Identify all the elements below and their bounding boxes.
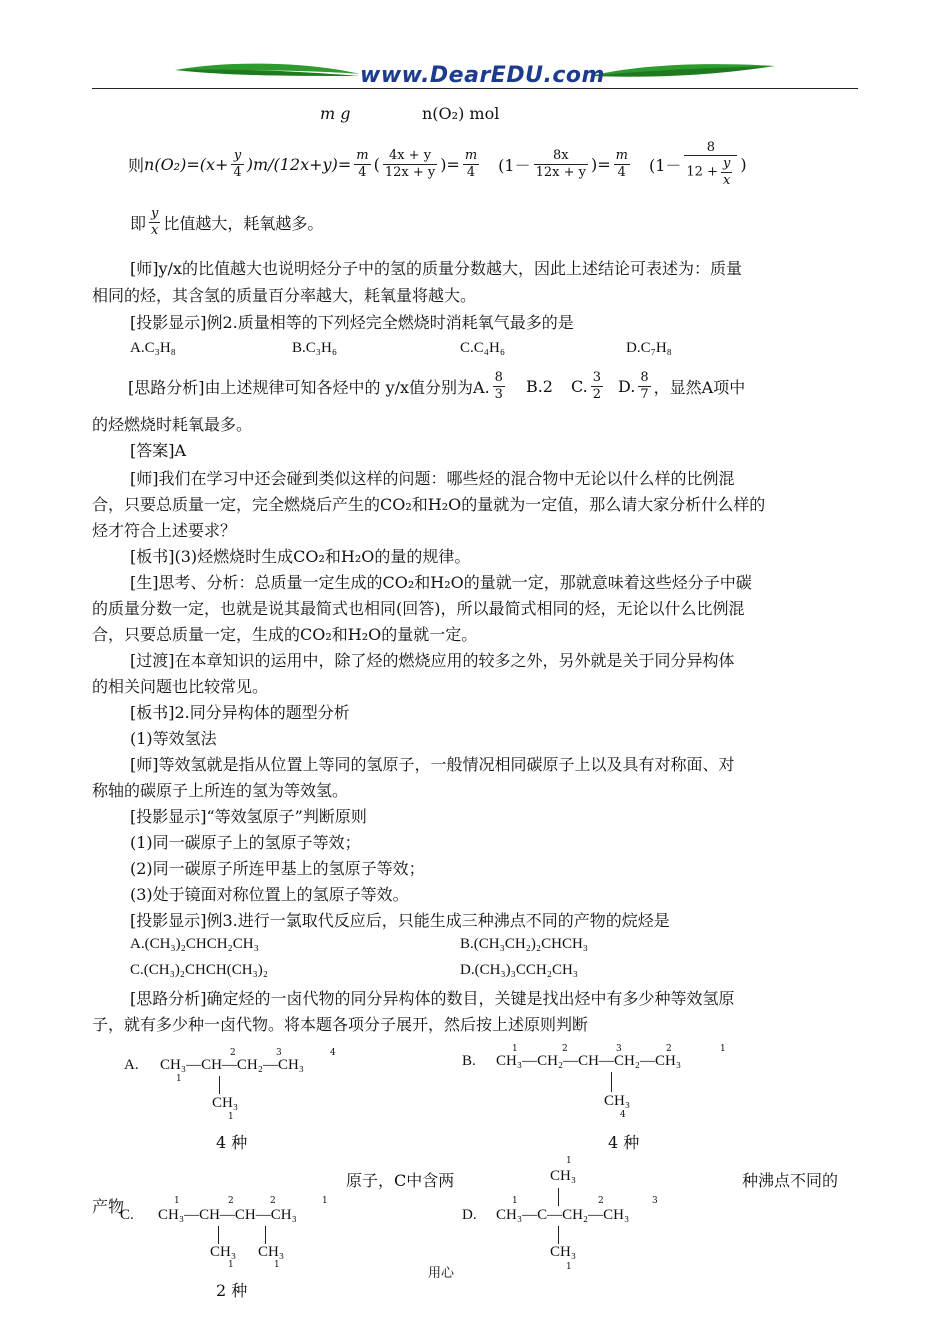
frac-4x-y [383,148,437,180]
struct-b-num: 2 [562,1044,568,1054]
struct-d-main: CH₃—C—CH₂—CH₃ [496,1207,630,1223]
frac-m-4-c [614,148,630,180]
frac-num: 8 [640,369,649,385]
frac-y-over-x [149,206,160,238]
teacher1-line-a: [师]y/x的比值越大也说明烃分子中的氢的质量分数越大，因此上述结论可表述为：质量 [130,259,742,278]
struct-a-num: 1 [228,1112,234,1122]
example3-option-b: B.(CH₃CH₂)₂CHCH₃ [460,936,589,952]
struct-b-num: 3 [616,1044,622,1054]
footer-fragment: 用心 [428,1266,455,1281]
equiv-h-heading: (1)等效氢法 [130,729,217,748]
unit-mass: m g [320,104,351,123]
ratio-c-label: C. [570,376,588,396]
struct-c-num: 1 [322,1196,328,1206]
frac-y-4 [231,148,243,180]
transition-line-a: [过渡]在本章知识的运用中，除了烃的燃烧应用的较多之外，另外就是关于同分异构体 [130,651,735,670]
frac-den: 7 [640,386,649,402]
example3-question: [投影显示]例3.进行一氯取代反应后，只能生成三种沸点不同的产物的烷烃是 [130,911,670,930]
frac-num: y [151,206,159,221]
struct-c-count: 2 种 [216,1281,248,1300]
paren-close-c: ) [740,154,747,174]
struct-c-num: 1 [228,1260,234,1270]
teacher2-line-c: 烃才符合上述要求？ [92,521,237,540]
struct-b-label: B. [462,1053,476,1069]
struct-a-num: 2 [230,1048,236,1058]
frac-den: 4 [354,164,370,181]
example2-question: [投影显示]例2.质量相等的下列烃完全燃烧时消耗氧气最多的是 [130,313,574,332]
bond-line [218,1226,219,1244]
struct-d-bottom: CH₃ [550,1244,577,1260]
board3-line: [板书](3)烃燃烧时生成CO₂和H₂O的量的规律。 [130,547,471,566]
struct-a-num: 3 [276,1048,282,1058]
frac-num: y [722,156,731,172]
frac-den: 2 [592,386,602,402]
frac-num: m [356,147,369,163]
struct-d-num: 1 [512,1196,518,1206]
paren-close-b: )= [590,154,611,174]
rule-2: (2)同一碳原子所连甲基上的氢原子等效； [130,859,425,878]
struct-c-label: C. [120,1207,134,1223]
struct-b-num: 1 [720,1044,726,1054]
eq-prefix: 则 [128,155,145,175]
struct-d-label: D. [462,1207,477,1223]
struct-a-num: 4 [330,1048,336,1058]
frac-den: 4 [463,164,479,181]
bond-line [558,1188,559,1206]
frac-num: 8 [706,139,716,155]
struct-d-num: 2 [598,1196,604,1206]
struct-c-num: 1 [274,1260,280,1270]
frac-m-4-b [463,148,479,180]
student-line-a: [生]思考、分析：总质量一定生成的CO₂和H₂O的量就一定，那就意味着这些烃分子中碳 [130,573,752,592]
analysis2-line-b: 的烃燃烧时耗氧最多。 [92,415,253,434]
struct-c-num: 1 [174,1196,180,1206]
fragment-right: 种沸点不同的 [742,1171,839,1190]
fragment-left: 产物 [92,1197,125,1216]
bond-line [265,1226,266,1244]
bond-line [219,1076,220,1094]
rule-3: (3)处于镜面对称位置上的氢原子等效。 [130,885,409,904]
struct-a-branch: CH₃ [212,1095,239,1111]
eq-mid: )m/(12x+y)= [246,154,352,174]
transition-line-b: 的相关问题也比较常见。 [92,677,269,696]
ratio-c [591,370,603,402]
frac-8x [534,148,588,180]
frac-y-x [721,156,732,188]
struct-c-branch-2: CH₃ [258,1244,285,1260]
oxygen-equation [128,136,747,192]
teacher3-line-b: 称轴的碳原子上所连的氢为等效氢。 [92,781,349,800]
ratio-d [638,370,650,402]
den-part: 12 + [686,164,718,180]
struct-a-num: 1 [176,1074,182,1084]
analysis3-line-b: 子，就有多少种一卤代物。将本题各项分子展开，然后按上述原则判断 [92,1015,589,1034]
analysis2-pre: [思路分析]由上述规律可知各烃中的 y/x值分别为A. [128,377,490,397]
struct-d-num: 1 [566,1156,572,1166]
analysis2-line [128,364,745,408]
frac-den: x [721,172,732,189]
teacher2-line-a: [师]我们在学习中还会碰到类似这样的问题：哪些烃的混合物中无论以什么样的比例混 [130,469,735,488]
student-line-b: 的质量分数一定，也就是说其最简式也相同(回答)，所以最简式相同的烃，无论以什么比例混 [92,599,745,618]
unit-oxygen: n(O₂) mol [422,104,500,123]
answer-line: [答案]A [130,441,187,460]
frac-num: 8x [552,147,569,163]
board-section2: [板书]2.同分异构体的题型分析 [130,703,350,722]
frac-den: 4 [614,164,630,181]
struct-b-num: 1 [512,1044,518,1054]
frac-m-4-a [354,148,370,180]
example2-option-b: B.C₃H₆ [292,340,338,356]
frac-den: 12x + y [384,164,436,180]
bond-line [558,1226,559,1244]
struct-b-count: 4 种 [608,1133,640,1152]
eq-lhs: n(O₂)=(x+ [144,154,229,174]
example2-option-d: D.C₇H₈ [626,340,672,356]
struct-d-num: 3 [652,1196,658,1206]
struct-a-main: CH₃—CH—CH₂—CH₃ [160,1057,305,1073]
analysis2-tail: ，显然A项中 [653,377,746,397]
struct-c-num: 2 [270,1196,276,1206]
frac-num: 4x + y [388,147,432,163]
struct-a-label: A. [124,1057,139,1073]
frac-den: 4 [233,164,242,180]
frac-num: 8 [494,369,503,385]
fragment-mid: 原子，C中含两 [346,1171,455,1190]
teacher1-line-b: 相同的烃，其含氢的质量百分率越大，耗氧量将越大。 [92,286,477,305]
struct-c-main: CH₃—CH—CH—CH₃ [158,1207,297,1223]
student-line-c: 合，只要总质量一定，生成的CO₂和H₂O的量就一定。 [92,625,478,644]
analysis3-line-a: [思路分析]确定烃的一卤代物的同分异构体的数目，关键是找出烃中有多少种等效氢原 [130,989,735,1008]
header-rule [92,88,858,89]
site-name[interactable]: www.DearEDU.com [360,63,605,88]
frac-num: 3 [592,369,602,385]
struct-c-num: 2 [228,1196,234,1206]
paren-close: )= [440,154,460,174]
frac-den: 12x + y [535,164,586,180]
frac-den-compound [684,155,737,188]
rule-1: (1)同一碳原子上的氢原子等效； [130,833,361,852]
ratio-pre: 即 [130,213,147,233]
struct-a-count: 4 种 [216,1133,248,1152]
frac-den: 3 [494,386,503,402]
frac-num: y [233,147,242,163]
bond-line [611,1072,612,1092]
struct-d-top: CH₃ [550,1168,577,1184]
ratio-a [493,370,505,402]
paren-open: ( [373,154,380,174]
example3-option-c: C.(CH₃)₂CHCH(CH₃)₂ [130,962,269,978]
frac-nested [684,140,737,189]
struct-b-num: 4 [620,1110,626,1120]
example2-option-c: C.C₄H₆ [460,340,506,356]
teacher2-line-b: 合，只要总质量一定，完全燃烧后产生的CO₂和H₂O的量就为一定值，那么请大家分析什么样的 [92,495,766,514]
frac-num: m [615,147,628,163]
projection-rules: [投影显示]“等效氢原子”判断原则 [130,807,367,826]
frac-num: m [464,147,478,163]
example2-option-a: A.C₃H₈ [130,340,176,356]
example3-option-a: A.(CH₃)₂CHCH₂CH₃ [130,936,259,952]
struct-c-branch-1: CH₃ [210,1244,237,1260]
ratio-d-label: D. [618,376,636,396]
teacher3-line-a: [师]等效氢就是指从位置上等同的氢原子，一般情况相同碳原子上以及具有对称面、对 [130,755,735,774]
frac-den: x [149,222,160,239]
ratio-post: 比值越大，耗氧越多。 [163,213,324,233]
one-minus-a: (1－ [498,155,531,175]
struct-b-branch: CH₃ [604,1093,631,1109]
struct-d-num: 1 [566,1262,572,1272]
example3-option-d: D.(CH₃)₃CCH₂CH₃ [460,962,579,978]
struct-b-main: CH₃—CH₂—CH—CH₂—CH₃ [496,1053,682,1069]
one-minus-b: (1－ [648,155,682,175]
struct-b-num: 2 [666,1044,672,1054]
ratio-line [130,206,323,238]
ratio-b: B.2 [525,376,553,396]
